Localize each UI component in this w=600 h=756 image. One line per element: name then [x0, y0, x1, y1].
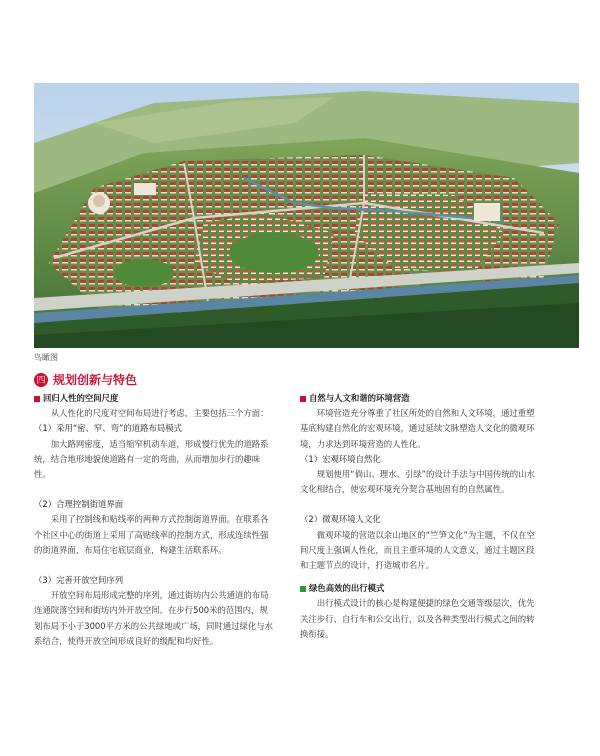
green-square-bullet-icon	[300, 586, 306, 592]
list-item-heading: （2）微观环境人文化	[300, 514, 381, 525]
left-column	[34, 391, 274, 649]
red-square-bullet-icon	[300, 396, 306, 402]
list-item-heading: （2）合理控制街道界面	[34, 499, 124, 510]
subheading-environment: 自然与人文和谐的环境营造	[300, 391, 540, 406]
figure-caption: 鸟瞰图	[34, 353, 58, 362]
paragraph: 从人性化的尺度对空间布局进行考虑，主要包括三个方面：	[50, 408, 269, 419]
subheading-green-travel: 绿色高效的出行模式	[300, 581, 540, 596]
aerial-view-image	[34, 83, 579, 348]
paragraph: 微观环境的营造以余山地区的“竺笋文化”为主题，不仅在空间尺度上强调人性化，而且主重环境的人文意义，通过主题区段和主题节点的设计，打造城市名片。	[300, 529, 535, 571]
paragraph: 出行模式设计的核心是构建便捷的绿色交通等级层次，优先关注步行、自行车和公交出行，以及各种类型出行模式之间的转换衔接。	[300, 598, 535, 639]
paragraph: 采用了控制线和贴线率的两种方式控制街道界面。在联系各个社区中心的街道上采用了高贴线率的控制方式，形成连续性强的街道界面，布局住宅底层商业，构建生活联系环。	[34, 514, 269, 555]
section-number-badge: 四	[34, 373, 48, 387]
paragraph: 加大路网密度，适当缩窄机动车道，形成慢行优先的道路系统，结合地形地貌使道路有一定的弯曲，从而增加步行的趣味性。	[34, 438, 269, 480]
section-header	[34, 371, 137, 388]
paragraph: 环境营造充分尊重了社区所处的自然和人文环境，通过重塑基底构建自然化的宏观环境，通过延续文脉塑造人文化的微观环境，力求达到环境营造的人性化。	[300, 408, 535, 449]
list-item-heading: （3）完善开放空间序列	[34, 575, 124, 586]
paragraph: 开放空间布局形成完整的序列，通过街坊内公共通道的布局连通院落空间和街坊内外开放空间。在步行500米的范围内，规划布局不小于3000平方米的公共绿地或广场，同时通过绿化与水系结合，使得开放空间形成良好的级配和均好性。	[34, 590, 274, 646]
red-square-bullet-icon	[34, 396, 40, 402]
list-item-heading: （1）宏观环境自然化	[300, 453, 381, 464]
list-item-heading: （1）采用“密、窄、弯”的道路布局模式	[34, 423, 183, 434]
subheading-human-scale: 回归人性的空间尺度	[34, 391, 274, 406]
right-column	[300, 391, 540, 642]
section-title: 规划创新与特色	[53, 373, 138, 387]
paragraph: 规划使用“倘山、理水、引绿”的设计手法与中国传统的山水文化相结合，使宏观环境充分契合基地固有的自然属性。	[300, 469, 535, 495]
